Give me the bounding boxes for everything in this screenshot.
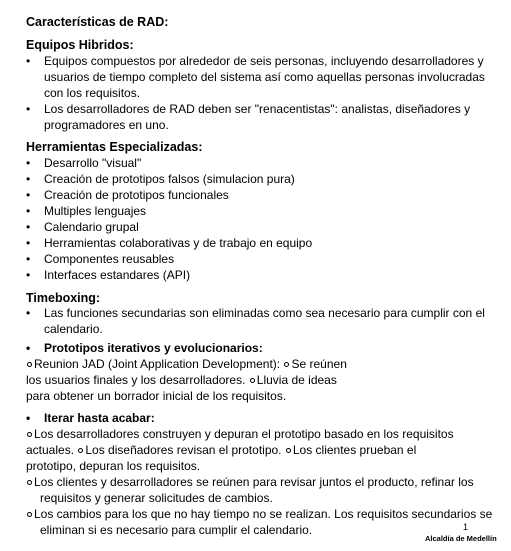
circle-bullet-icon	[284, 362, 289, 367]
circle-bullet-icon	[27, 512, 32, 517]
list-item: • Las funciones secundarias son eliminadas como sea necesario para cumplir con el calendario.	[26, 305, 506, 337]
list-herramientas	[26, 155, 312, 283]
iterar-body: Los desarrolladores construyen y depuran el prototipo basado en los requisitos actuales. Los diseñadores revisan el prototipo. Los clientes prueban el prototipo, depuran los requisitos. Los clientes y desarrolladores se reúnen para revisar juntos el producto, refinar los requisitos y generar solicitudes de cambios. Los cambios para los que no hay tiempo no se realizan. Los requisitos secundarios se eliminan si es necesario para cumplir el calendario.	[26, 427, 493, 537]
list-item: • Componentes reusables	[26, 251, 312, 267]
heading-prototipos: • Prototipos iterativos y evolucionarios:	[26, 340, 263, 356]
document-title: Características de RAD:	[26, 15, 169, 29]
circle-bullet-icon	[27, 362, 32, 367]
circle-bullet-icon	[78, 448, 83, 453]
list-item: • Equipos compuestos por alrededor de seis personas, incluyendo desarrolladores y usuarios de tiempo completo del sistema así como aquellas personas involucradas con los requisitos.	[26, 53, 506, 101]
page-number: 1	[463, 522, 469, 532]
list-item: • Creación de prototipos funcionales	[26, 187, 312, 203]
circle-bullet-icon	[250, 378, 255, 383]
list-item: • Multiples lenguajes	[26, 203, 312, 219]
circle-bullet-icon	[27, 432, 32, 437]
footer-logo-text: Alcaldía de Medellín	[425, 534, 497, 543]
list-iterar-heading	[26, 410, 155, 426]
circle-bullet-icon	[27, 480, 32, 485]
heading-timeboxing: Timeboxing:	[26, 291, 101, 305]
heading-equipos: Equipos Hibridos:	[26, 38, 134, 52]
list-item: • Calendario grupal	[26, 219, 312, 235]
heading-iterar: • Iterar hasta acabar:	[26, 410, 155, 426]
list-timeboxing	[26, 305, 506, 337]
list-item: • Desarrollo "visual"	[26, 155, 312, 171]
list-item: • Herramientas colaborativas y de trabajo en equipo	[26, 235, 312, 251]
heading-herramientas: Herramientas Especializadas:	[26, 140, 203, 154]
list-item: • Los desarrolladores de RAD deben ser "renacentistas": analistas, diseñadores y programadores en uno.	[26, 101, 506, 133]
list-equipos	[26, 53, 506, 133]
prototipos-body: Reunion JAD (Joint Application Development): Se reúnen los usuarios finales y los desarrolladores. Lluvia de ideas para obtener un borrador inicial de los requisitos.	[26, 357, 347, 403]
circle-bullet-icon	[286, 448, 291, 453]
list-prototipos-heading	[26, 340, 263, 356]
list-item: • Interfaces estandares (API)	[26, 267, 312, 283]
list-item: • Creación de prototipos falsos (simulacion pura)	[26, 171, 312, 187]
